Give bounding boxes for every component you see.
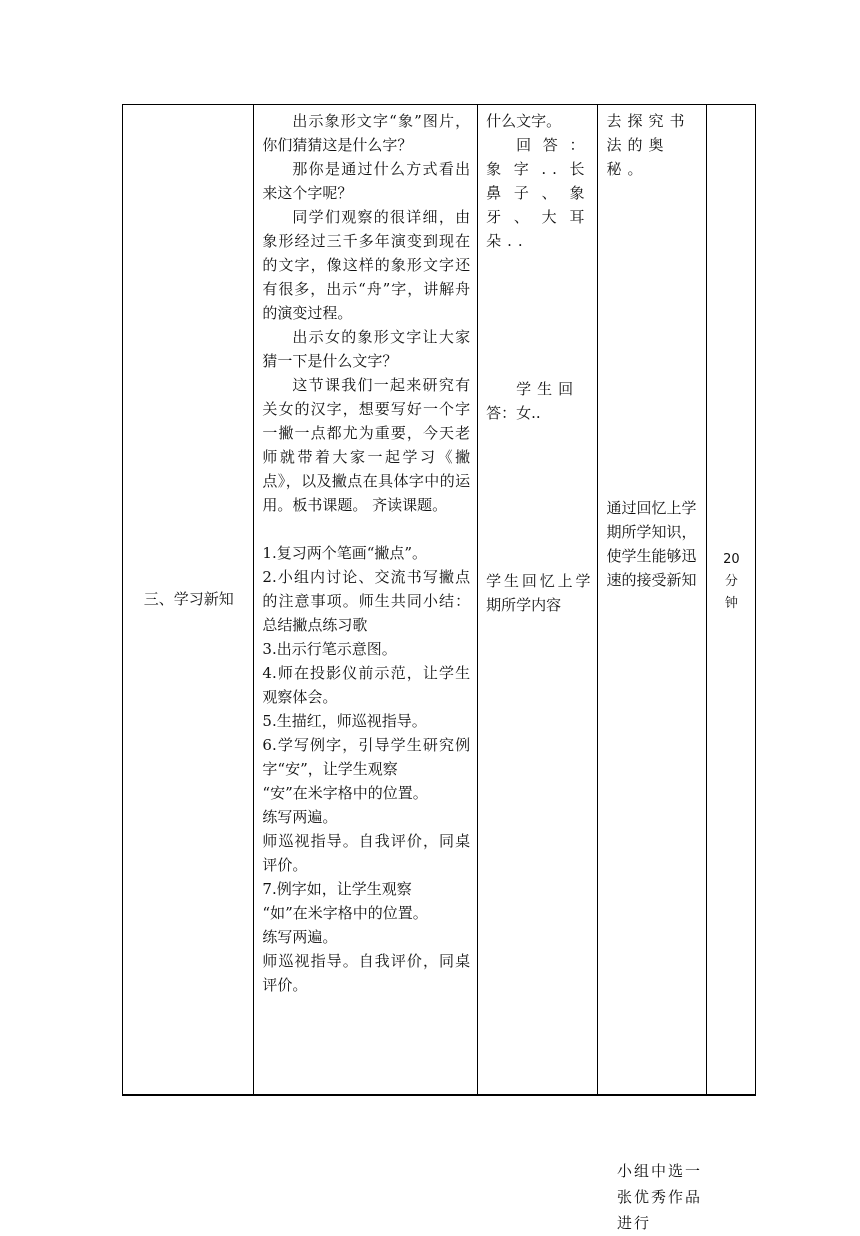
- step-line: 练写两遍。: [262, 928, 338, 946]
- student-activity-cell: [478, 105, 598, 1095]
- teacher-paragraph: 出示女的象形文字让大家猜一下是什么文字？: [262, 328, 471, 370]
- student-answer: 学生回忆上学期所学内容: [486, 572, 591, 614]
- design-intent-cell: [598, 105, 706, 1095]
- step-line: 3.出示行笔示意图。: [262, 640, 397, 658]
- student-text: 什么文字。: [486, 112, 562, 130]
- step-line: 练写两遍。: [262, 808, 338, 826]
- step-line: 师巡视指导。自我评价，同桌评价。: [262, 832, 471, 874]
- stage-cell: [123, 105, 254, 1095]
- intent-text: 通过回忆上学期所学知识，使学生能够迅速的接受新知: [606, 499, 697, 589]
- step-line: “如”在米字格中的位置。: [262, 904, 428, 922]
- step-line: “安”在米字格中的位置。: [262, 784, 428, 802]
- spacer: [262, 517, 470, 541]
- step-line: 4.师在投影仪前示范，让学生观察体会。: [262, 664, 471, 706]
- teacher-paragraph: 这节课我们一起来研究有关女的汉字，想要写好一个字一撇一点都尤为重要，今天老师就带着大家一起学习《撇点》，以及撇点在具体字中的运用。板书课题。 齐读课题。: [262, 376, 471, 514]
- teacher-activity-cell: [254, 105, 478, 1095]
- time-allocation: [715, 549, 748, 615]
- stage-label: 三、学习新知: [143, 590, 234, 609]
- time-unit: 分: [724, 574, 738, 589]
- table-row: [123, 105, 756, 1095]
- step-line: 1.复习两个笔画“撇点”。: [262, 544, 428, 562]
- intent-text: 去探究书法的奥秘。: [606, 112, 691, 178]
- teacher-paragraph: 出示象形文字“象”图片，你们猜猜这是什么字？: [262, 112, 471, 154]
- lesson-plan-table: [122, 104, 756, 1096]
- overflow-note: 小组中选一张优秀作品进行: [617, 1162, 703, 1232]
- step-line: 5.生描红，师巡视指导。: [262, 712, 427, 730]
- time-value: 20: [723, 552, 740, 567]
- step-line: 7.例字如，让学生观察: [262, 880, 412, 898]
- time-unit: 钟: [724, 596, 738, 611]
- student-answer: 答：女..: [486, 404, 541, 422]
- teacher-paragraph: 同学们观察的很详细，由象形经过三千多年演变到现在的文字，像这样的象形文字还有很多，出示“舟”字，讲解舟的演变过程。: [262, 208, 471, 322]
- step-line: 6.学写例字，引导学生研究例字“安”，让学生观察: [262, 736, 471, 778]
- step-line: 2.小组内讨论、交流书写撇点的注意事项。师生共同小结：总结撇点练习歌: [262, 568, 471, 634]
- time-cell: [706, 105, 755, 1095]
- step-line: 师巡视指导。自我评价，同桌评价。: [262, 952, 471, 994]
- student-answer: 学生回: [516, 380, 580, 398]
- teacher-paragraph: 那你是通过什么方式看出来这个字呢？: [262, 160, 471, 202]
- student-answer: 回答：象字..长鼻子、象牙、大耳朵..: [486, 136, 591, 250]
